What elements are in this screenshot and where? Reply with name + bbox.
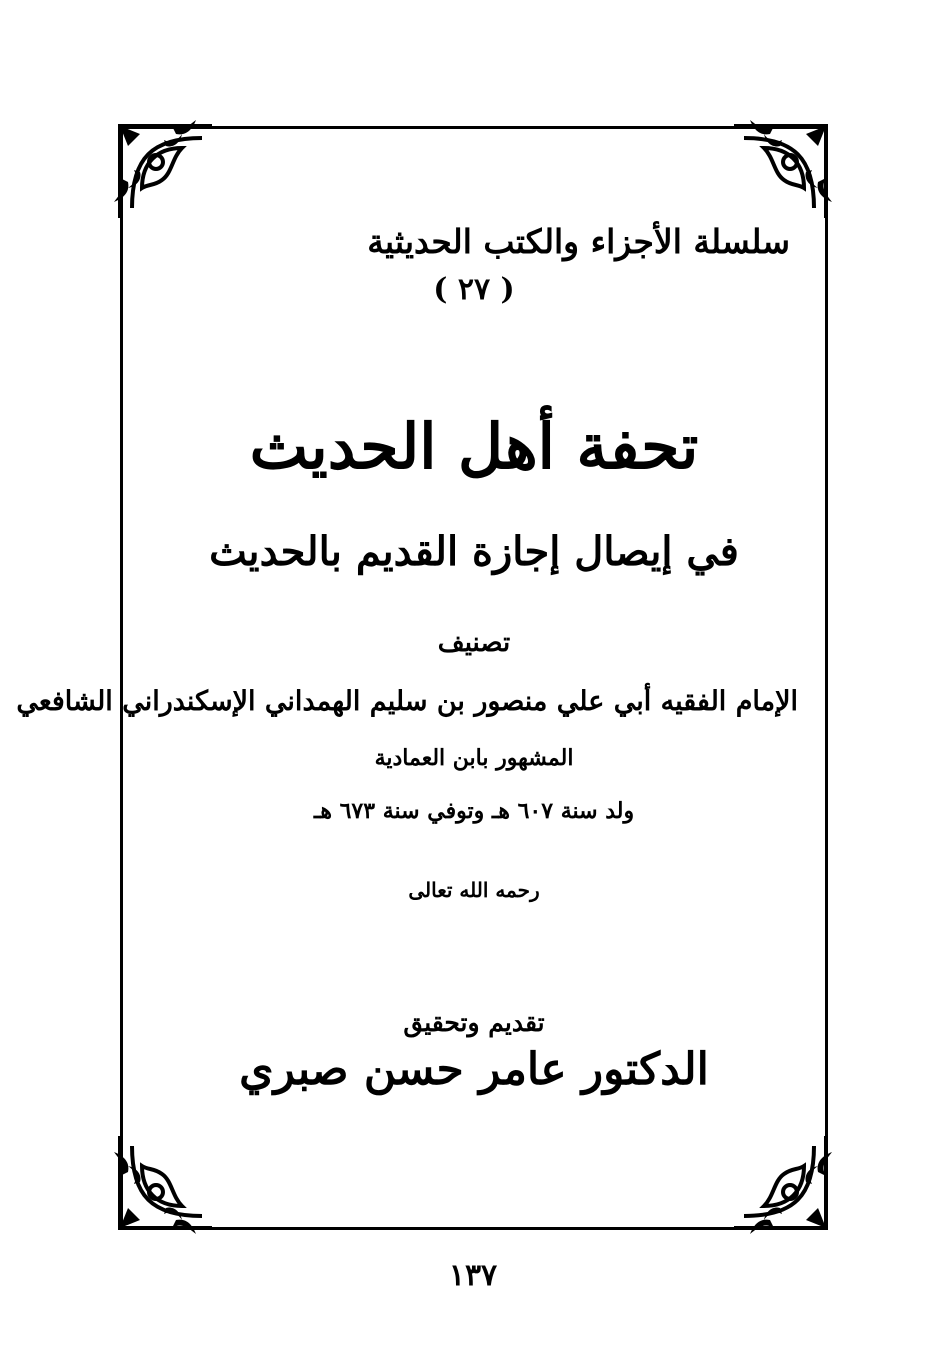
series-title: سلسلة الأجزاء والكتب الحديثية (367, 222, 790, 261)
author-known-as: المشهور بابن العمادية (374, 745, 574, 771)
corner-ornament-icon (726, 1128, 834, 1236)
corner-ornament-icon (726, 118, 834, 226)
author-blessing: رحمه الله تعالى (408, 878, 540, 902)
book-subtitle: في إيصال إجازة القديم بالحديث (209, 528, 739, 575)
compiled-by-label: تصنيف (437, 628, 511, 658)
author-dates: ولد سنة ٦٠٧ هـ وتوفي سنة ٦٧٣ هـ (313, 798, 635, 824)
corner-ornament-icon (112, 1128, 220, 1236)
author-name: الإمام الفقيه أبي علي منصور بن سليم الهمداني الإسكندراني الشافعي (16, 686, 798, 717)
series-number: ( ٢٧ ) (433, 272, 515, 307)
editor-label: تقديم وتحقيق (403, 1008, 545, 1037)
book-title: تحفة أهل الحديث (249, 410, 699, 483)
corner-ornament-icon (112, 118, 220, 226)
page-number: ١٣٧ (448, 1258, 498, 1293)
editor-name: الدكتور عامر حسن صبري (239, 1044, 709, 1095)
